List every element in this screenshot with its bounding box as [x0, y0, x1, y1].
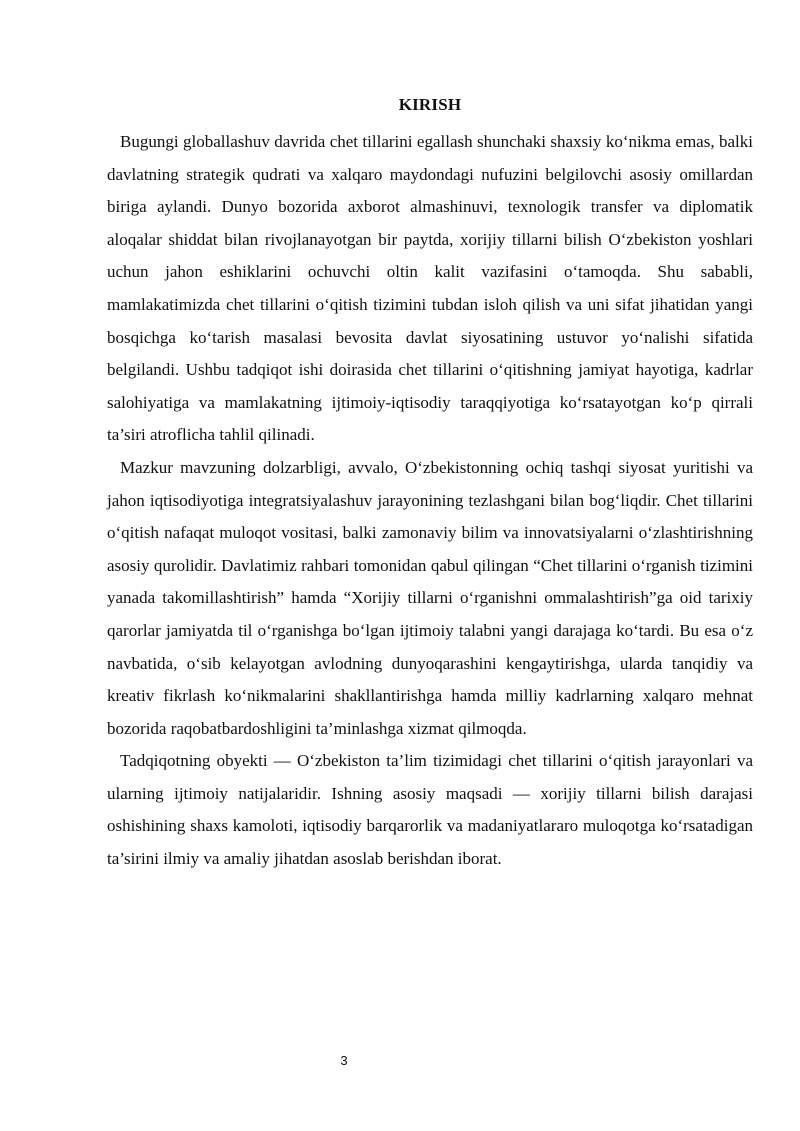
paragraph-research-object: Tadqiqotning obyekti — O‘zbekiston ta’lim tizimidagi chet tillarini o‘qitish jarayonlari va ularning ijtimoiy natijalaridir. Ishning asosiy maqsadi — xorijiy tillarni bilish darajasi oshishining shaxs kamoloti, iqtisodiy barqarorlik va madaniyatlararo muloqotga ko‘rsatadigan ta’sirini ilmiy va amaliy jihatdan asoslab berishdan iborat. — [107, 751, 753, 869]
paragraph-relevance: Mazkur mavzuning dolzarbligi, avvalo, O‘zbekistonning ochiq tashqi siyosat yuritishi va jahon iqtisodiyotiga integratsiyalashuv jarayonining tezlashgani bilan bog‘liqdir. Chet tillarini o‘qitish nafaqat muloqot vositasi, balki zamonaviy bilim va innovatsiyalarni o‘zlashtirishning asosiy qurolidir. Davlatimiz rahbari tomonidan qabul qilingan “Chet tillarini o‘rganish tizimini yanada takomillashtirish” hamda “Xorijiy tillarni o‘rganishni ommalashtirish”ga oid tarixiy qarorlar jamiyatda til o‘rganishga bo‘lgan ijtimoiy talabni yangi darajaga ko‘tardi. Bu esa o‘z navbatida, o‘sib kelayotgan avlodning dunyoqarashini kengaytirishga, ularda tanqidiy va kreativ fikrlash ko‘nikmalarini shakllantirishga hamda milliy kadrlarning xalqaro mehnat bozorida raqobatbardoshligini ta’minlashga xizmat qilmoqda. — [107, 457, 753, 738]
body-text — [107, 126, 753, 876]
paragraph-introduction: Bugungi globallashuv davrida chet tillarini egallash shunchaki shaxsiy ko‘nikma emas, balki davlatning strategik qudrati va xalqaro maydondagi nufuzini belgilovchi asosiy omillardan biriga aylandi. Dunyo bozorida axborot almashinuvi, texnologik transfer va diplomatik aloqalar shiddat bilan rivojlanayotgan bir paytda, xorijiy tillarni bilish O‘zbekiston yoshlari uchun jahon eshiklarini ochuvchi oltin kalit vazifasini o‘tamoqda. Shu sababli, mamlakatimizda chet tillarini o‘qitish tizimini tubdan isloh qilish va uni sifat jihatidan yangi bosqichga ko‘tarish masalasi bevosita davlat siyosatining ustuvor yo‘nalishi sifatida belgilandi. Ushbu tadqiqot ishi doirasida chet tillarini o‘qitishning jamiyat hayotiga, kadrlar salohiyatiga va mamlakatning ijtimoiy-iqtisodiy taraqqiyotiga ko‘rsatayotgan ko‘p qirrali ta’siri atroflicha tahlil qilinadi. — [107, 132, 753, 445]
page-number: 3 — [340, 1053, 348, 1068]
section-title: KIRISH — [398, 95, 462, 114]
